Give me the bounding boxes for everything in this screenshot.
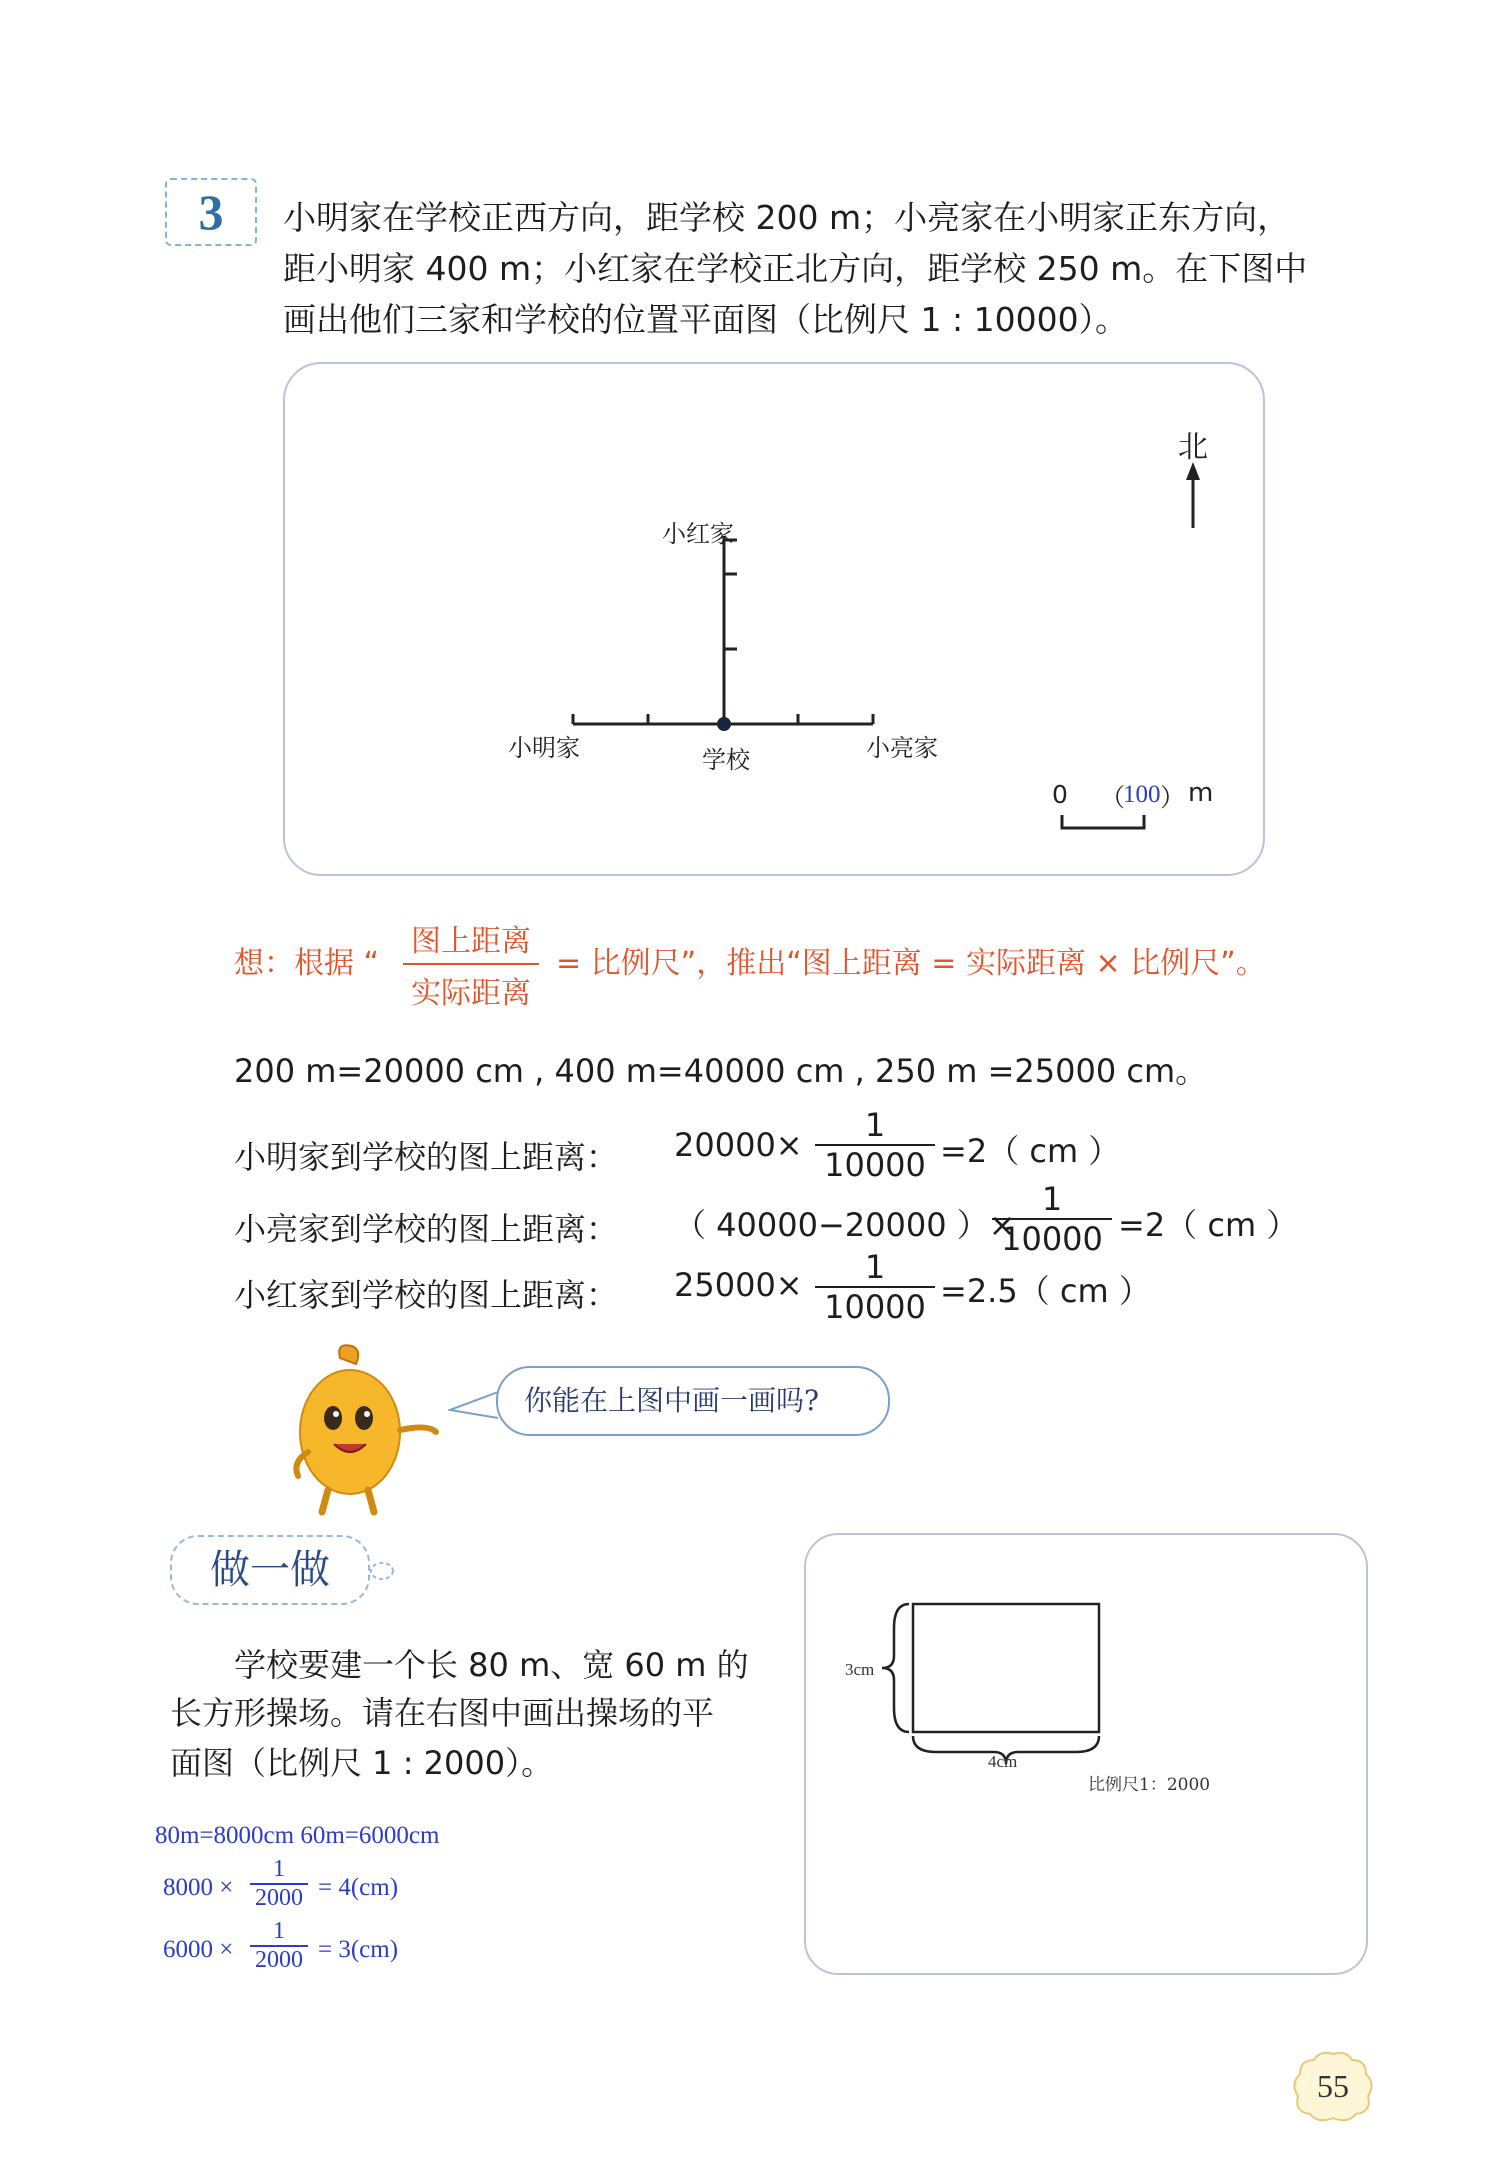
doit-text-line-1: 学校要建一个长 80 m、宽 60 m 的 <box>234 1646 749 1684</box>
school-label: 学校 <box>702 746 750 774</box>
calc-result-xiaohong: =2.5（ cm ） <box>940 1272 1151 1310</box>
hint-fraction-numerator: 图上距离 <box>411 924 531 959</box>
calc-label-xiaoliang: 小亮家到学校的图上距离： <box>234 1210 619 1248</box>
speech-bubble-tail <box>448 1388 500 1422</box>
scale-close-paren: ） <box>1160 783 1186 812</box>
speech-bubble: 你能在上图中画一画吗? <box>496 1366 890 1436</box>
hint-fraction-bar <box>403 963 539 965</box>
unit-conversion-line: 200 m=20000 cm , 400 m=40000 cm , 250 m =25000 cm。 <box>234 1052 1208 1090</box>
fraction-denominator: 2000 <box>255 1885 303 1911</box>
answer-row1-result: = 4(cm) <box>318 1874 399 1901</box>
xiaohong-label: 小红家 <box>662 520 734 548</box>
fraction-numerator: 1 <box>864 1106 886 1144</box>
calc-left-xiaoliang: （ 40000−20000 ）× <box>674 1206 1016 1244</box>
fraction-numerator: 1 <box>864 1248 886 1286</box>
playground-drawing <box>860 1590 1120 1770</box>
fraction-denominator: 10000 <box>824 1146 926 1184</box>
school-dot <box>717 717 731 731</box>
fraction-numerator: 1 <box>1041 1180 1063 1218</box>
potato-mascot-icon <box>278 1340 448 1520</box>
answer-row1-left: 8000 × <box>163 1874 234 1901</box>
height-brace <box>882 1604 909 1732</box>
map-diagram-lines <box>0 0 1500 1000</box>
calc-fraction-xiaoming <box>815 1106 935 1184</box>
answer-row2-fraction <box>250 1918 308 1974</box>
calc-fraction-xiaohong <box>815 1248 935 1326</box>
answer-row1-fraction <box>250 1856 308 1912</box>
calc-label-xiaoming: 小明家到学校的图上距离： <box>234 1138 619 1176</box>
playground-rectangle <box>913 1604 1099 1732</box>
scale-open-paren: （ <box>1100 783 1126 812</box>
title-decoration-icon <box>368 1560 398 1582</box>
height-label: 3cm <box>845 1660 875 1679</box>
fraction-numerator: 1 <box>273 1856 285 1882</box>
fraction-numerator: 1 <box>273 1918 285 1944</box>
doit-text-line-3: 面图（比例尺 1 : 2000）。 <box>170 1744 554 1782</box>
playground-scale-label: 比例尺1：2000 <box>1088 1775 1211 1795</box>
calc-result-xiaoming: =2（ cm ） <box>940 1132 1121 1170</box>
problem-text-line-2: 距小明家 400 m；小红家在学校正北方向，距学校 250 m。在下图中 <box>283 249 1308 288</box>
doit-text-line-2: 长方形操场。请在右图中画出操场的平 <box>170 1694 715 1732</box>
problem-number-badge: 3 <box>165 178 257 246</box>
scale-bar <box>1062 815 1144 828</box>
calc-fraction-xiaoliang <box>992 1180 1112 1258</box>
calc-label-xiaohong: 小红家到学校的图上距离： <box>234 1276 619 1314</box>
fraction-denominator: 10000 <box>824 1288 926 1326</box>
fraction-denominator: 10000 <box>1001 1220 1103 1258</box>
calc-left-xiaoming: 20000× <box>674 1126 803 1164</box>
xiaoliang-label: 小亮家 <box>866 734 938 762</box>
north-label: 北 <box>1178 430 1208 465</box>
fraction-denominator: 2000 <box>255 1947 303 1973</box>
calc-result-xiaoliang: =2（ cm ） <box>1118 1206 1299 1244</box>
doit-section-title: 做一做 <box>170 1535 370 1605</box>
scale-value: 100 <box>1123 781 1161 808</box>
scale-zero: 0 <box>1052 780 1068 809</box>
page-number: 55 <box>1317 2068 1349 2104</box>
problem-text-line-3: 画出他们三家和学校的位置平面图（比例尺 1 : 10000）。 <box>283 300 1129 339</box>
answer-conversion-line: 80m=8000cm 60m=6000cm <box>155 1822 440 1849</box>
hint-prefix: 想：根据 “ <box>234 946 380 981</box>
xiaoming-label: 小明家 <box>508 734 580 762</box>
hint-fraction-denominator: 实际距离 <box>411 976 531 1011</box>
problem-text-line-1: 小明家在学校正西方向，距学校 200 m；小亮家在小明家正东方向， <box>283 198 1291 237</box>
calc-left-xiaohong: 25000× <box>674 1266 803 1304</box>
answer-row2-result: = 3(cm) <box>318 1936 399 1963</box>
hint-suffix: = 比例尺”，推出“图上距离 = 实际距离 × 比例尺”。 <box>556 946 1266 981</box>
width-label: 4cm <box>988 1752 1018 1771</box>
scale-unit: m <box>1188 778 1214 808</box>
answer-row2-left: 6000 × <box>163 1936 234 1963</box>
